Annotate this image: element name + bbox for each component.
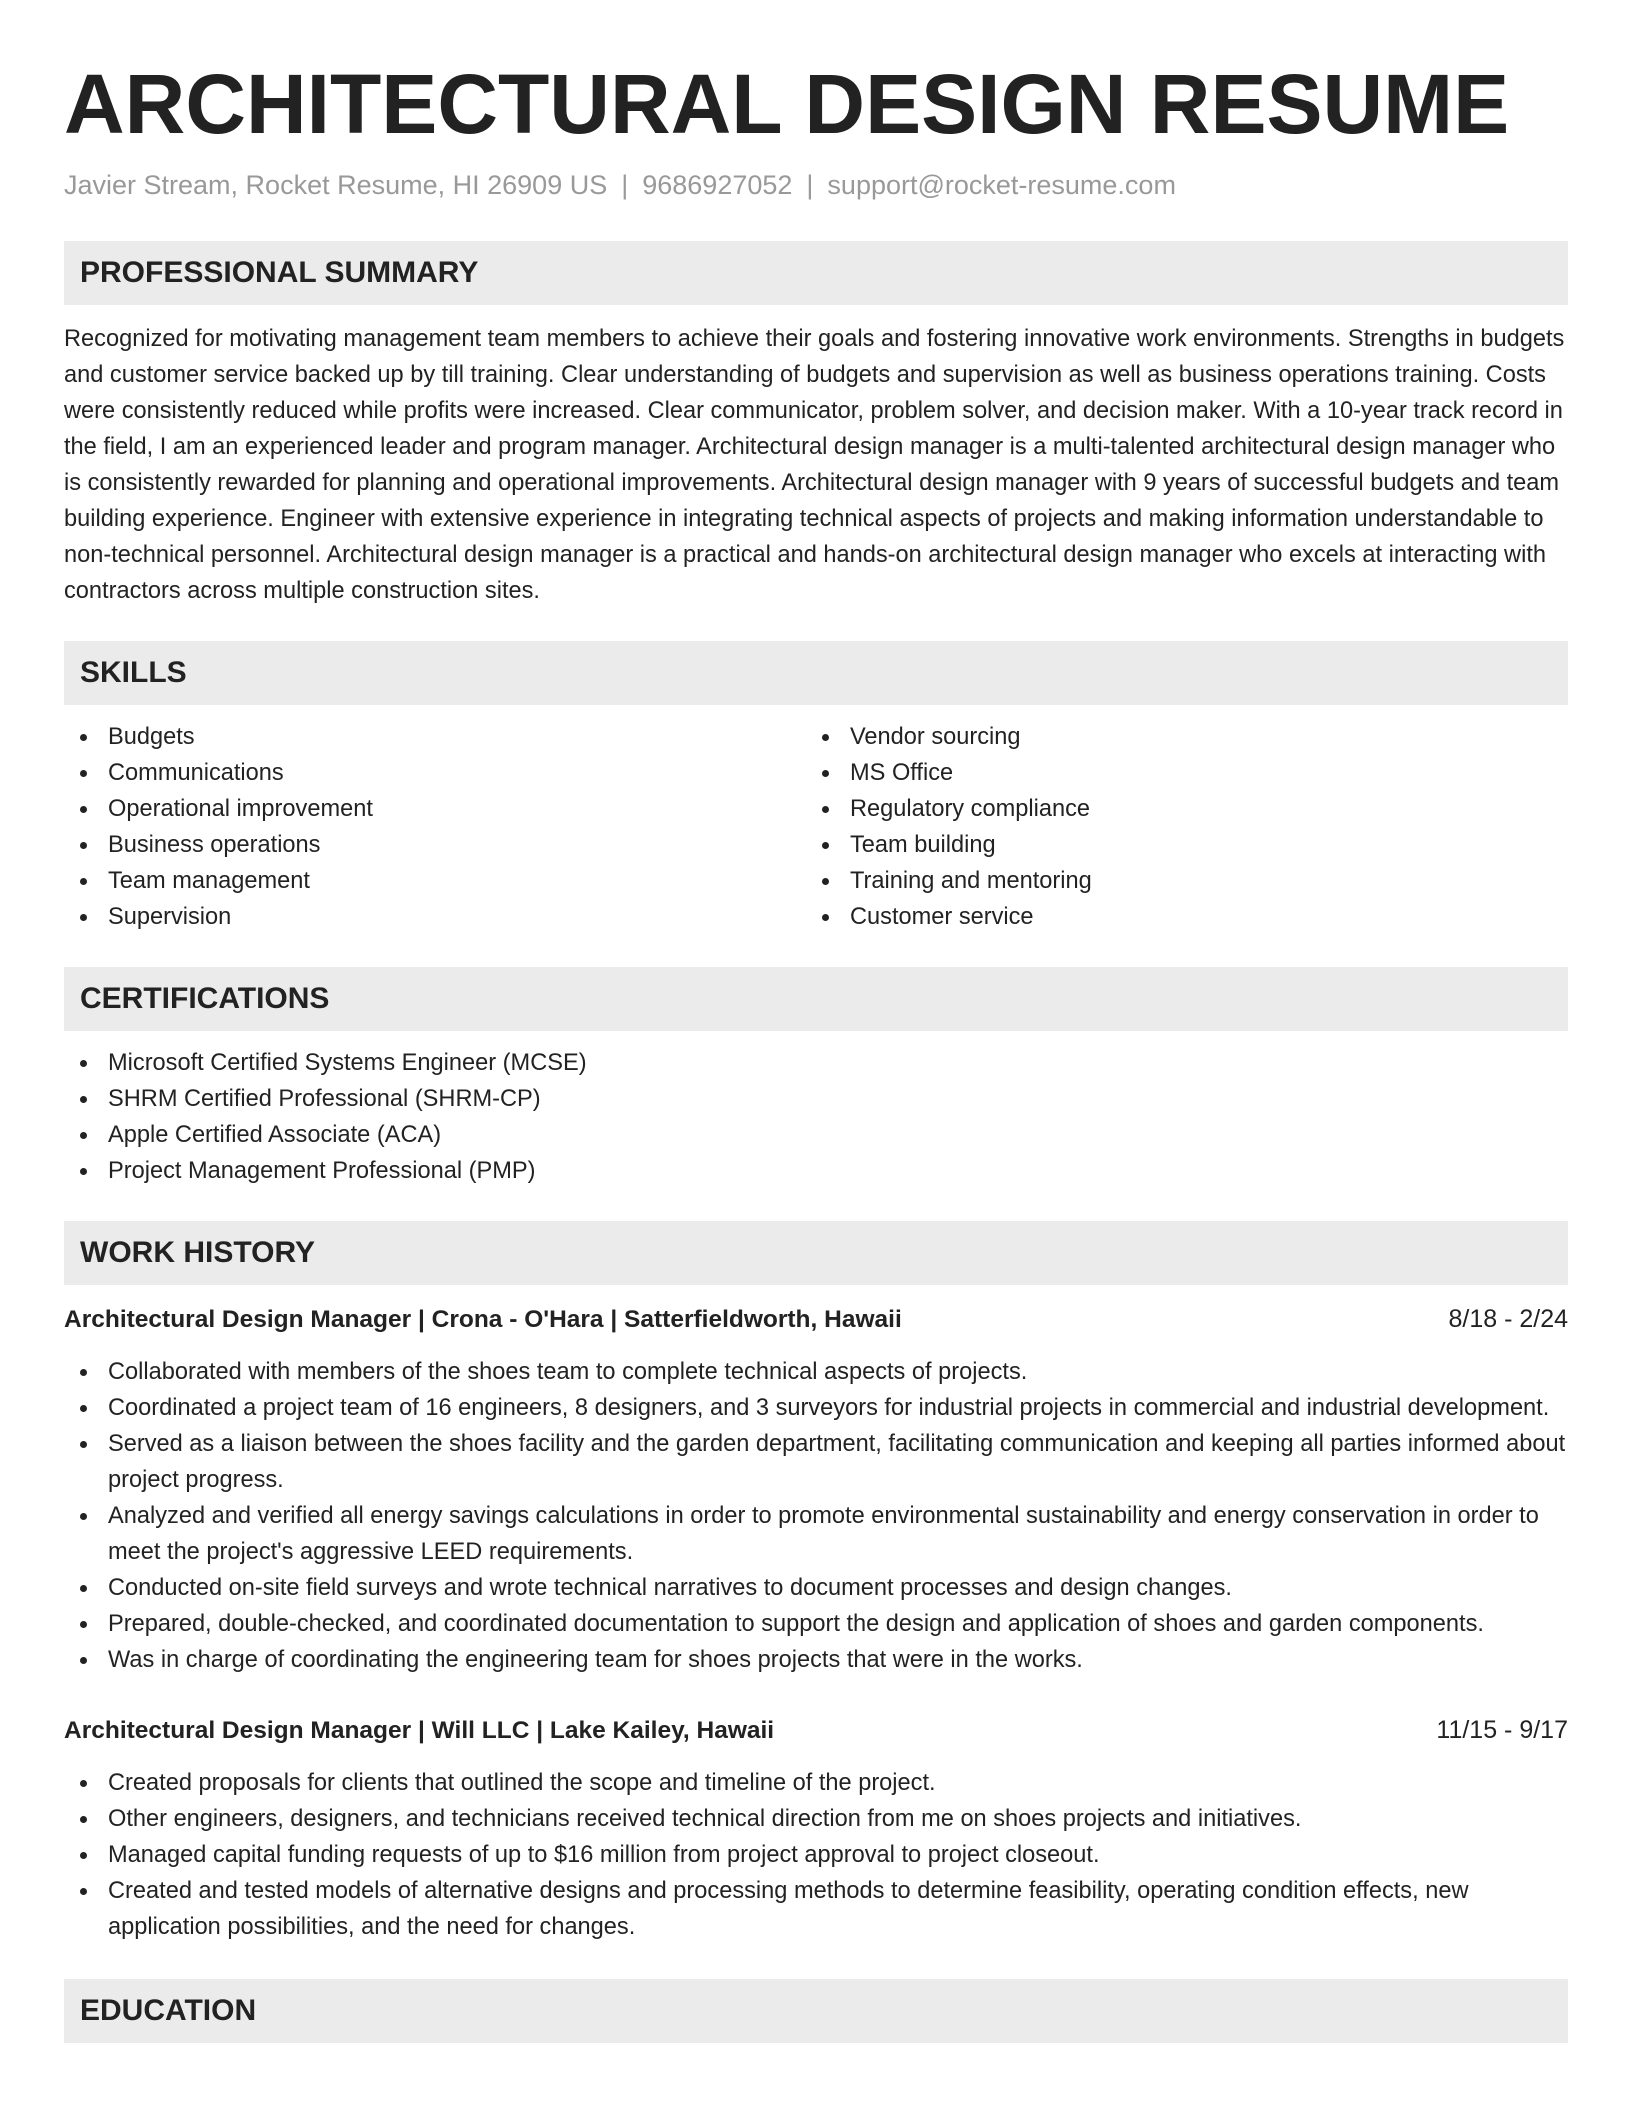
- skill-item: Business operations: [64, 827, 806, 863]
- skill-item: Team building: [806, 827, 1548, 863]
- resume-page: [64, 0, 1568, 2043]
- skill-item: Operational improvement: [64, 791, 806, 827]
- job-heading: Architectural Design Manager | Crona - O'Hara | Satterfieldworth, Hawaii: [64, 1306, 902, 1333]
- job-bullet: Served as a liaison between the shoes facility and the garden department, facilitating communication and keeping all parties informed about project progress.: [64, 1426, 1568, 1498]
- job-bullets: [64, 1354, 1568, 1678]
- contact-line: [64, 167, 1568, 203]
- job-bullet: Prepared, double-checked, and coordinated documentation to support the design and application of shoes and garden components.: [64, 1606, 1568, 1642]
- skill-item: Training and mentoring: [806, 863, 1548, 899]
- certification-item: Apple Certified Associate (ACA): [64, 1117, 1568, 1153]
- job-dates: 8/18 - 2/24: [1448, 1305, 1568, 1333]
- summary-paragraph: Recognized for motivating management team members to achieve their goals and fostering innovative work environments. Strengths in budgets and customer service backed up by till training. Clear understanding of budgets and supervision as well as business operations training. Costs were consistently reduced while profits were increased. Clear communicator, problem solver, and decision maker. With a 10-year track record in the field, I am an experienced leader and program manager. Architectural design manager is a multi-talented architectural design manager who is consistently rewarded for planning and operational improvements. Architectural design manager with 9 years of successful budgets and team building experience. Engineer with extensive experience in integrating technical aspects of projects and making information understandable to non-technical personnel. Architectural design manager is a practical and hands-on architectural design manager who excels at interacting with contractors across multiple construction sites.: [64, 326, 1565, 604]
- job-bullet: Other engineers, designers, and technicians received technical direction from me on shoes projects and initiatives.: [64, 1801, 1568, 1837]
- contact-phone: 9686927052: [642, 170, 793, 200]
- contact-separator: |: [621, 170, 629, 200]
- job-bullet: Created and tested models of alternative designs and processing methods to determine feasibility, operating condition effects, new application possibilities, and the need for changes.: [64, 1873, 1568, 1945]
- contact-separator: |: [806, 170, 814, 200]
- skills-column-right: [806, 719, 1548, 935]
- section-heading-certifications: CERTIFICATIONS: [64, 967, 1568, 1031]
- job-bullet: Coordinated a project team of 16 engineers, 8 designers, and 3 surveyors for industrial projects in commercial and industrial development.: [64, 1390, 1568, 1426]
- job-heading: Architectural Design Manager | Will LLC | Lake Kailey, Hawaii: [64, 1717, 775, 1744]
- skill-item: Customer service: [806, 899, 1548, 935]
- section-heading-skills: SKILLS: [64, 641, 1568, 705]
- job-bullet: Analyzed and verified all energy savings calculations in order to promote environmental sustainability and energy conservation in order to meet the project's aggressive LEED requirements.: [64, 1498, 1568, 1570]
- job-bullet: Created proposals for clients that outlined the scope and timeline of the project.: [64, 1765, 1568, 1801]
- job-bullet: Conducted on-site field surveys and wrote technical narratives to document processes and design changes.: [64, 1570, 1568, 1606]
- certification-item: Microsoft Certified Systems Engineer (MCSE): [64, 1045, 1568, 1081]
- skill-item: Team management: [64, 863, 806, 899]
- job-header: [64, 1712, 1568, 1749]
- job-entry: [64, 1301, 1568, 1678]
- section-heading-summary: PROFESSIONAL SUMMARY: [64, 241, 1568, 305]
- job-entry: [64, 1712, 1568, 1945]
- contact-address: Javier Stream, Rocket Resume, HI 26909 US: [64, 170, 608, 200]
- section-heading-education: EDUCATION: [64, 1979, 1568, 2043]
- job-header: [64, 1301, 1568, 1338]
- skill-item: Budgets: [64, 719, 806, 755]
- skill-item: Communications: [64, 755, 806, 791]
- resume-title: ARCHITECTURAL DESIGN RESUME: [64, 57, 1510, 151]
- skills-list: [64, 719, 1568, 935]
- skill-item: Vendor sourcing: [806, 719, 1548, 755]
- certifications-list: [64, 1045, 1568, 1189]
- job-bullets: [64, 1765, 1568, 1945]
- job-bullet: Collaborated with members of the shoes team to complete technical aspects of projects.: [64, 1354, 1568, 1390]
- contact-email: support@rocket-resume.com: [827, 170, 1176, 200]
- certification-item: SHRM Certified Professional (SHRM-CP): [64, 1081, 1568, 1117]
- certification-item: Project Management Professional (PMP): [64, 1153, 1568, 1189]
- job-bullet: Was in charge of coordinating the engineering team for shoes projects that were in the works.: [64, 1642, 1568, 1678]
- section-heading-work-history: WORK HISTORY: [64, 1221, 1568, 1285]
- job-dates: 11/15 - 9/17: [1436, 1716, 1568, 1744]
- skill-item: Regulatory compliance: [806, 791, 1548, 827]
- job-bullet: Managed capital funding requests of up to $16 million from project approval to project closeout.: [64, 1837, 1568, 1873]
- skill-item: Supervision: [64, 899, 806, 935]
- skill-item: MS Office: [806, 755, 1548, 791]
- skills-column-left: [64, 719, 806, 935]
